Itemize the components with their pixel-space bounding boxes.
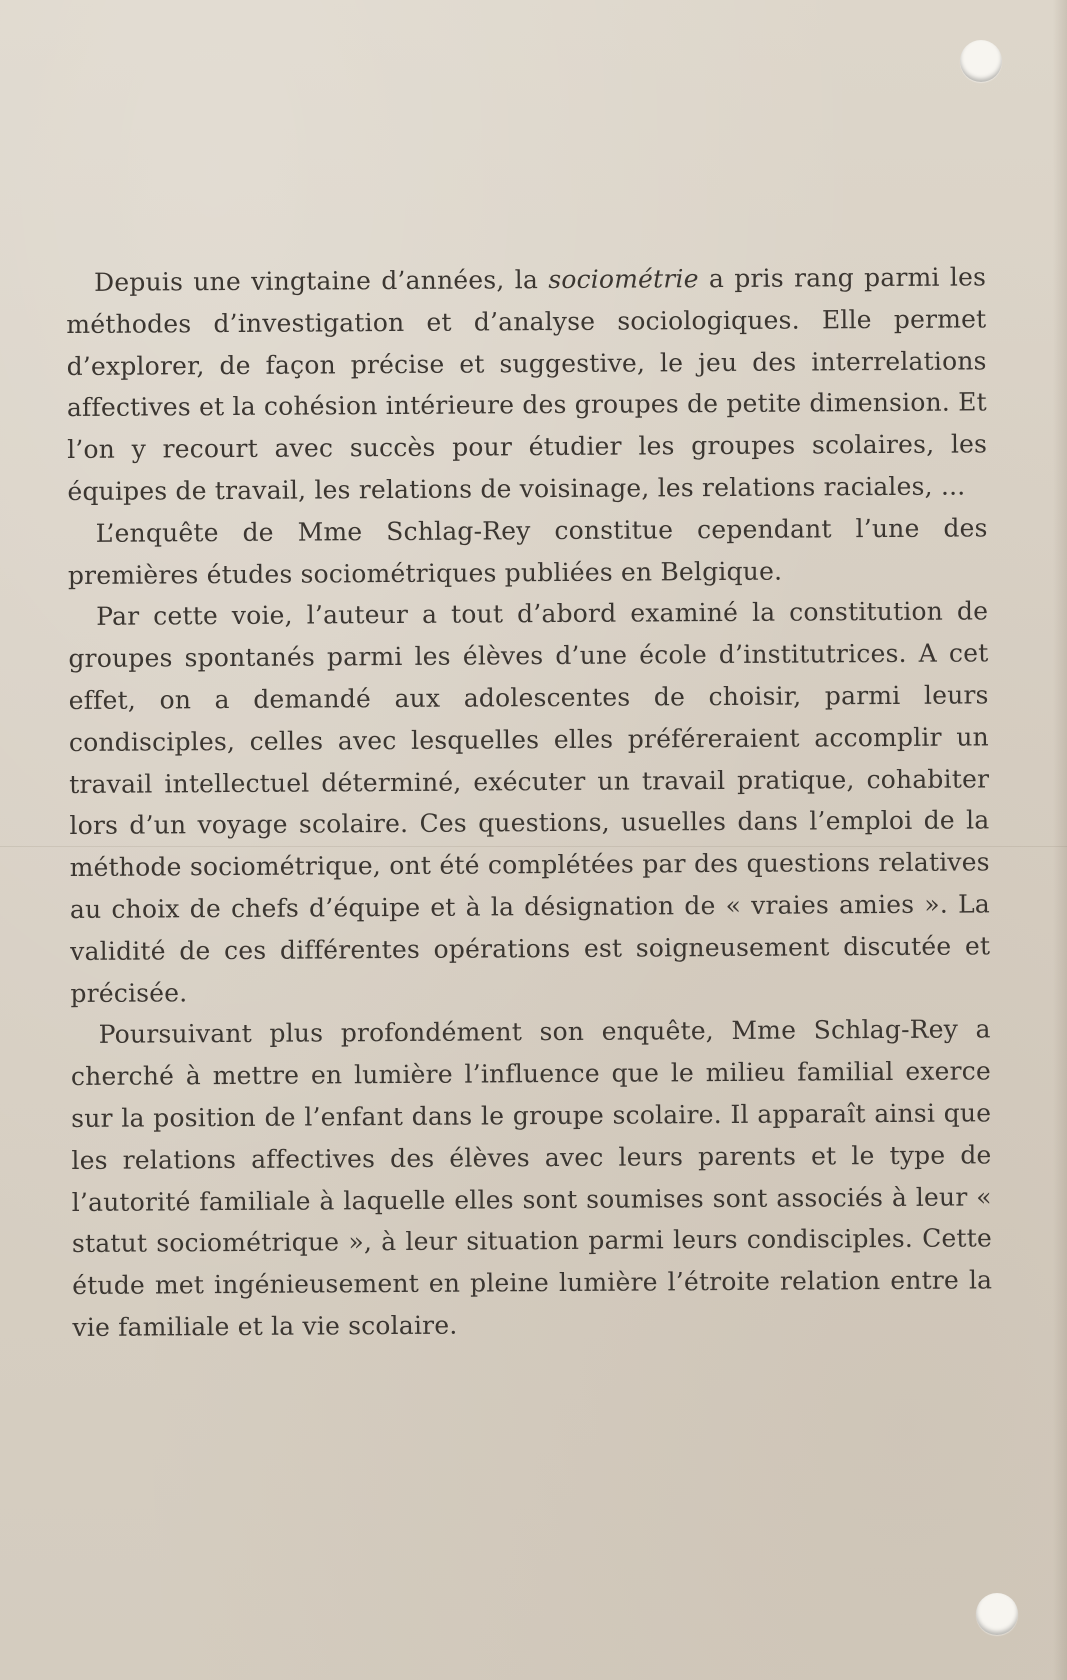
punch-hole-icon <box>976 1593 1018 1635</box>
punch-hole-icon <box>960 40 1002 82</box>
paragraph-intro <box>66 256 988 512</box>
paragraph-enquete: L’enquête de Mme Schlag-Rey constitue cependant l’une des premières études sociométriques publiées en Belgique. <box>67 513 988 590</box>
paragraph-family: Poursuivant plus profondément son enquête, Mme Schlag-Rey a cherché à mettre en lumière l’influence que le milieu familial exerce sur la position de l’enfant dans le groupe scolaire. Il apparaît ainsi que les relations affectives des élèves avec leurs parents et le type de l’autorité familiale à laquelle elles sont soumises sont associés à leur « statut sociométrique », à leur situation parmi leurs condisciples. Cette étude met ingénieusement en pleine lumière l’étroite relation entre la vie familiale et la vie scolaire. <box>70 1014 993 1342</box>
body-text <box>66 256 993 1348</box>
paragraph-intro-rest: a pris rang parmi les méthodes d’investigation et d’analyse sociologiques. Elle permet d’explorer, de façon précise et suggestive, le jeu des interrelations affectives et la cohésion intérieure des groupes de petite dimension. Et l’on y recourt avec succès pour étudier les groupes scolaires, les équipes de travail, les relations de voisinage, les relations raciales, ... <box>66 262 988 506</box>
page-edge-shadow <box>1053 0 1067 1680</box>
paragraph-method: Par cette voie, l’auteur a tout d’abord examiné la constitution de groupes spontanés parmi les élèves d’une école d’institutrices. A cet effet, on a demandé aux adolescentes de choisir, parmi leurs condisciples, celles avec lesquelles elles préféreraient accomplir un travail intellectuel déterminé, exécuter un travail pratique, cohabiter lors d’un voyage scolaire. Ces questions, usuelles dans l’emploi de la méthode sociométrique, ont été complétées par des questions relatives au choix de chefs d’équipe et à la désignation de « vraies amies ». La validité de ces différentes opérations est soigneusement discutée et précisée. <box>68 596 991 1008</box>
paragraph-intro-start: Depuis une vingtaine d’années, la <box>94 265 549 297</box>
term-sociometrie: sociométrie <box>548 264 699 295</box>
